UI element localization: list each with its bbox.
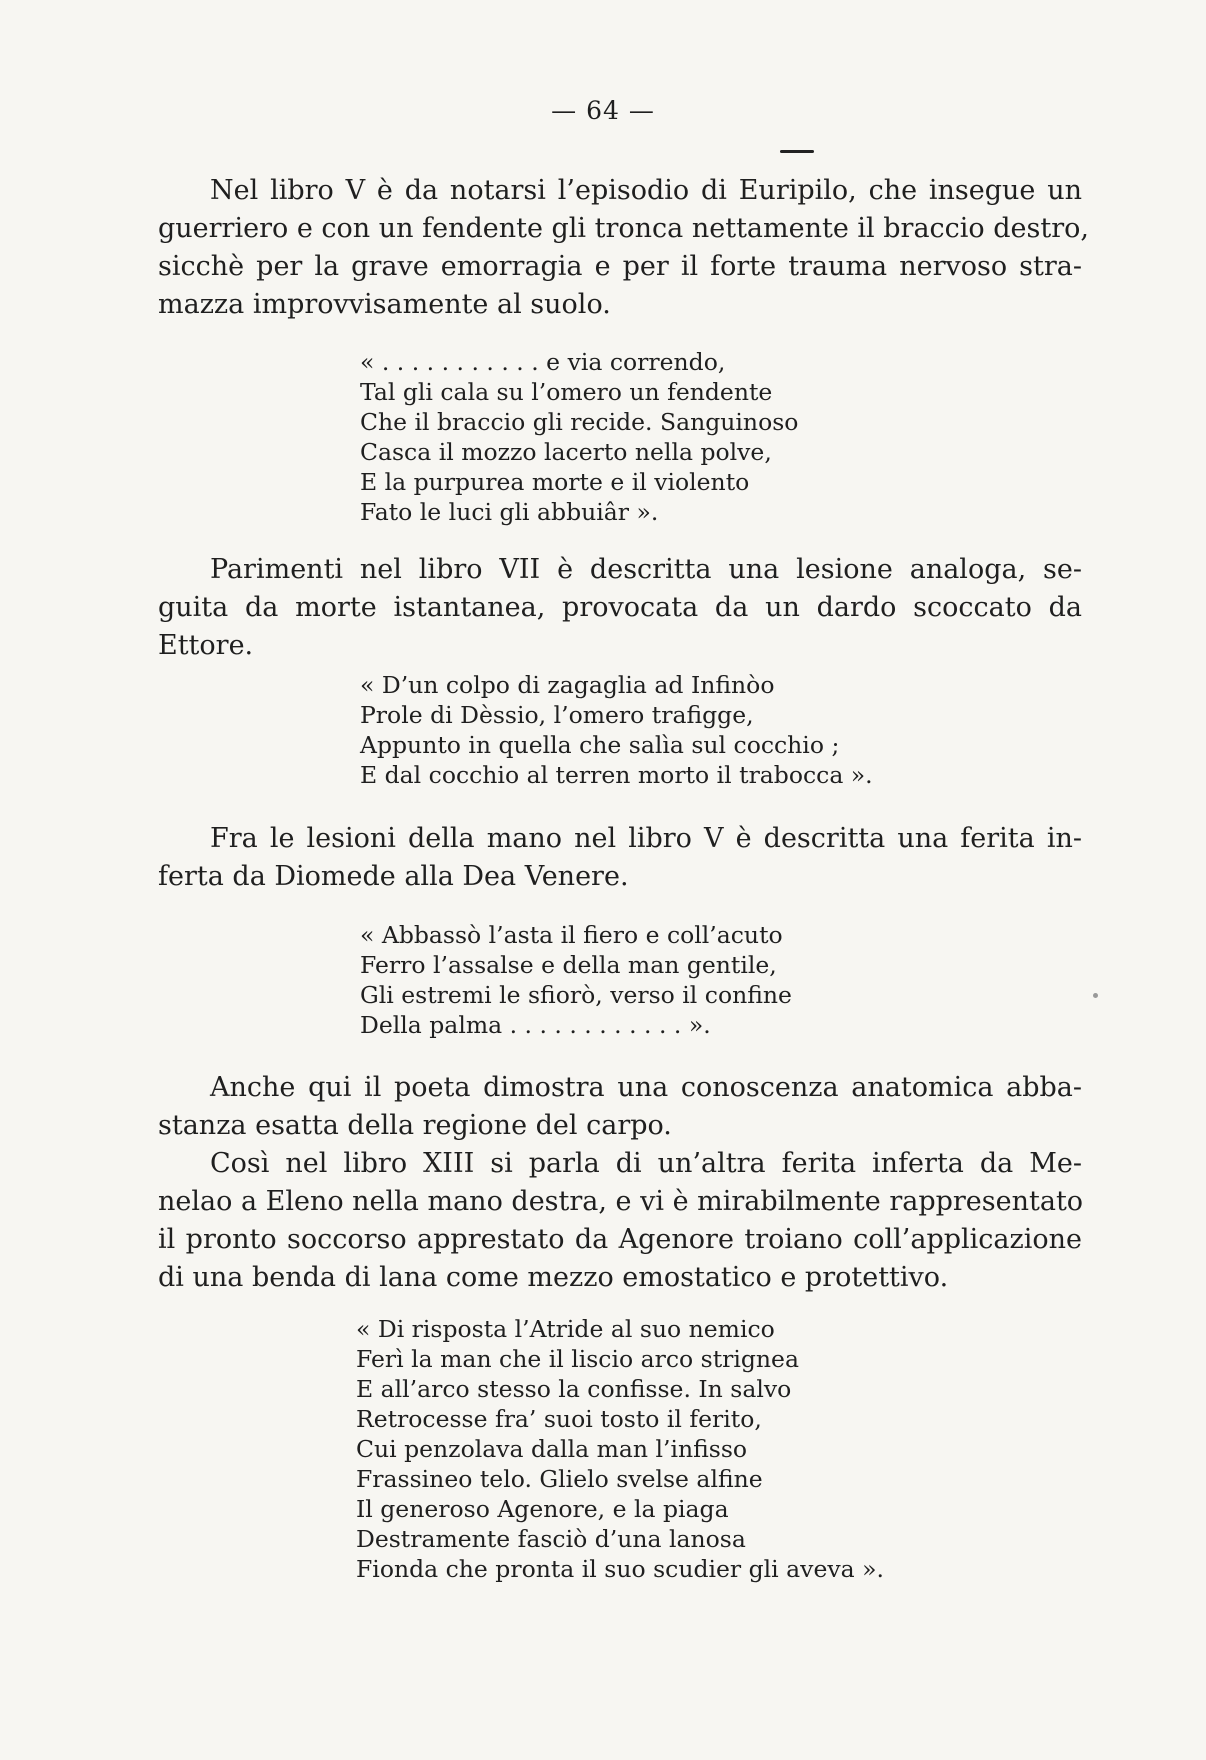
text-line: Fra le lesioni della mano nel libro V è descritta una ferita in- (210, 823, 1082, 854)
text-line: Parimenti nel libro VII è descritta una lesione analoga, se- (210, 554, 1082, 585)
text-line: guita da morte istantanea, provocata da un dardo scoccato da (158, 592, 1082, 623)
verse-quote-euripilo (360, 347, 798, 527)
verse-line: Appunto in quella che salìa sul cocchio ; (360, 731, 840, 759)
verse-line: « D’un colpo di zagaglia ad Infinòo (360, 671, 775, 699)
verse-line: Il generoso Agenore, e la piaga (356, 1495, 729, 1523)
text-line: Ettore. (158, 630, 254, 661)
verse-line: E dal cocchio al terren morto il trabocca ». (360, 761, 873, 789)
verse-line: « Abbassò l’asta il fiero e coll’acuto (360, 921, 783, 949)
verse-line: Ferro l’assalse e della man gentile, (360, 951, 777, 979)
verse-quote-venere (360, 920, 792, 1040)
text-line: guerriero e con un fendente gli tronca nettamente il braccio destro, (158, 213, 1089, 244)
paragraph-libro-xiii (158, 1145, 1082, 1297)
verse-line: Destramente fasciò d’una lanosa (356, 1525, 746, 1553)
text-line: Così nel libro XIII si parla di un’altra ferita inferta da Me- (210, 1148, 1082, 1179)
verse-quote-infinoo (360, 670, 873, 790)
text-line: mazza improvvisamente al suolo. (158, 289, 611, 320)
verse-line: Frassineo telo. Glielo svelse alfine (356, 1465, 763, 1493)
paragraph-libro-vii (158, 551, 1082, 665)
text-line: di una benda di lana come mezzo emostatico e protettivo. (158, 1262, 949, 1293)
text-line: Nel libro V è da notarsi l’episodio di Euripilo, che insegue un (210, 175, 1082, 206)
verse-line: Retrocesse fra’ suoi tosto il ferito, (356, 1405, 762, 1433)
verse-line: Casca il mozzo lacerto nella polve, (360, 438, 772, 466)
text-line: nelao a Eleno nella mano destra, e vi è mirabilmente rappresentato (158, 1186, 1084, 1217)
verse-line: Fionda che pronta il suo scudier gli aveva ». (356, 1555, 884, 1583)
page-number: — 64 — (551, 96, 655, 125)
text-line: sicchè per la grave emorragia e per il forte trauma nervoso stra- (158, 251, 1082, 282)
verse-line: Gli estremi le sfiorò, verso il confine (360, 981, 792, 1009)
verse-line: Della palma . . . . . . . . . . . . ». (360, 1011, 711, 1039)
text-line: il pronto soccorso apprestato da Agenore troiano coll’applicazione (158, 1224, 1082, 1255)
verse-line: Ferì la man che il liscio arco strignea (356, 1345, 799, 1373)
verse-line: « Di risposta l’Atride al suo nemico (356, 1315, 775, 1343)
verse-quote-atride (356, 1314, 884, 1584)
verse-line: E all’arco stesso la confisse. In salvo (356, 1375, 792, 1403)
paragraph-euripilo (158, 172, 1089, 324)
verse-line: Tal gli cala su l’omero un fendente (360, 378, 773, 406)
verse-line: Che il braccio gli recide. Sanguinoso (360, 408, 799, 436)
verse-line: Prole di Dèssio, l’omero trafigge, (360, 701, 754, 729)
paragraph-lesioni-mano (158, 820, 1082, 896)
verse-line: Cui penzolava dalla man l’infisso (356, 1435, 748, 1463)
paragraph-anatomia-carpo (158, 1069, 1082, 1145)
verse-line: Fato le luci gli abbuiâr ». (360, 498, 659, 526)
verse-line: « . . . . . . . . . . . e via correndo, (360, 348, 726, 376)
ink-dash-mark (780, 150, 814, 153)
paper-speck (1093, 993, 1098, 998)
verse-line: E la purpurea morte e il violento (360, 468, 750, 496)
text-line: ferta da Diomede alla Dea Venere. (158, 861, 629, 892)
text-line: Anche qui il poeta dimostra una conoscenza anatomica abba- (210, 1072, 1082, 1103)
text-line: stanza esatta della regione del carpo. (158, 1110, 672, 1141)
